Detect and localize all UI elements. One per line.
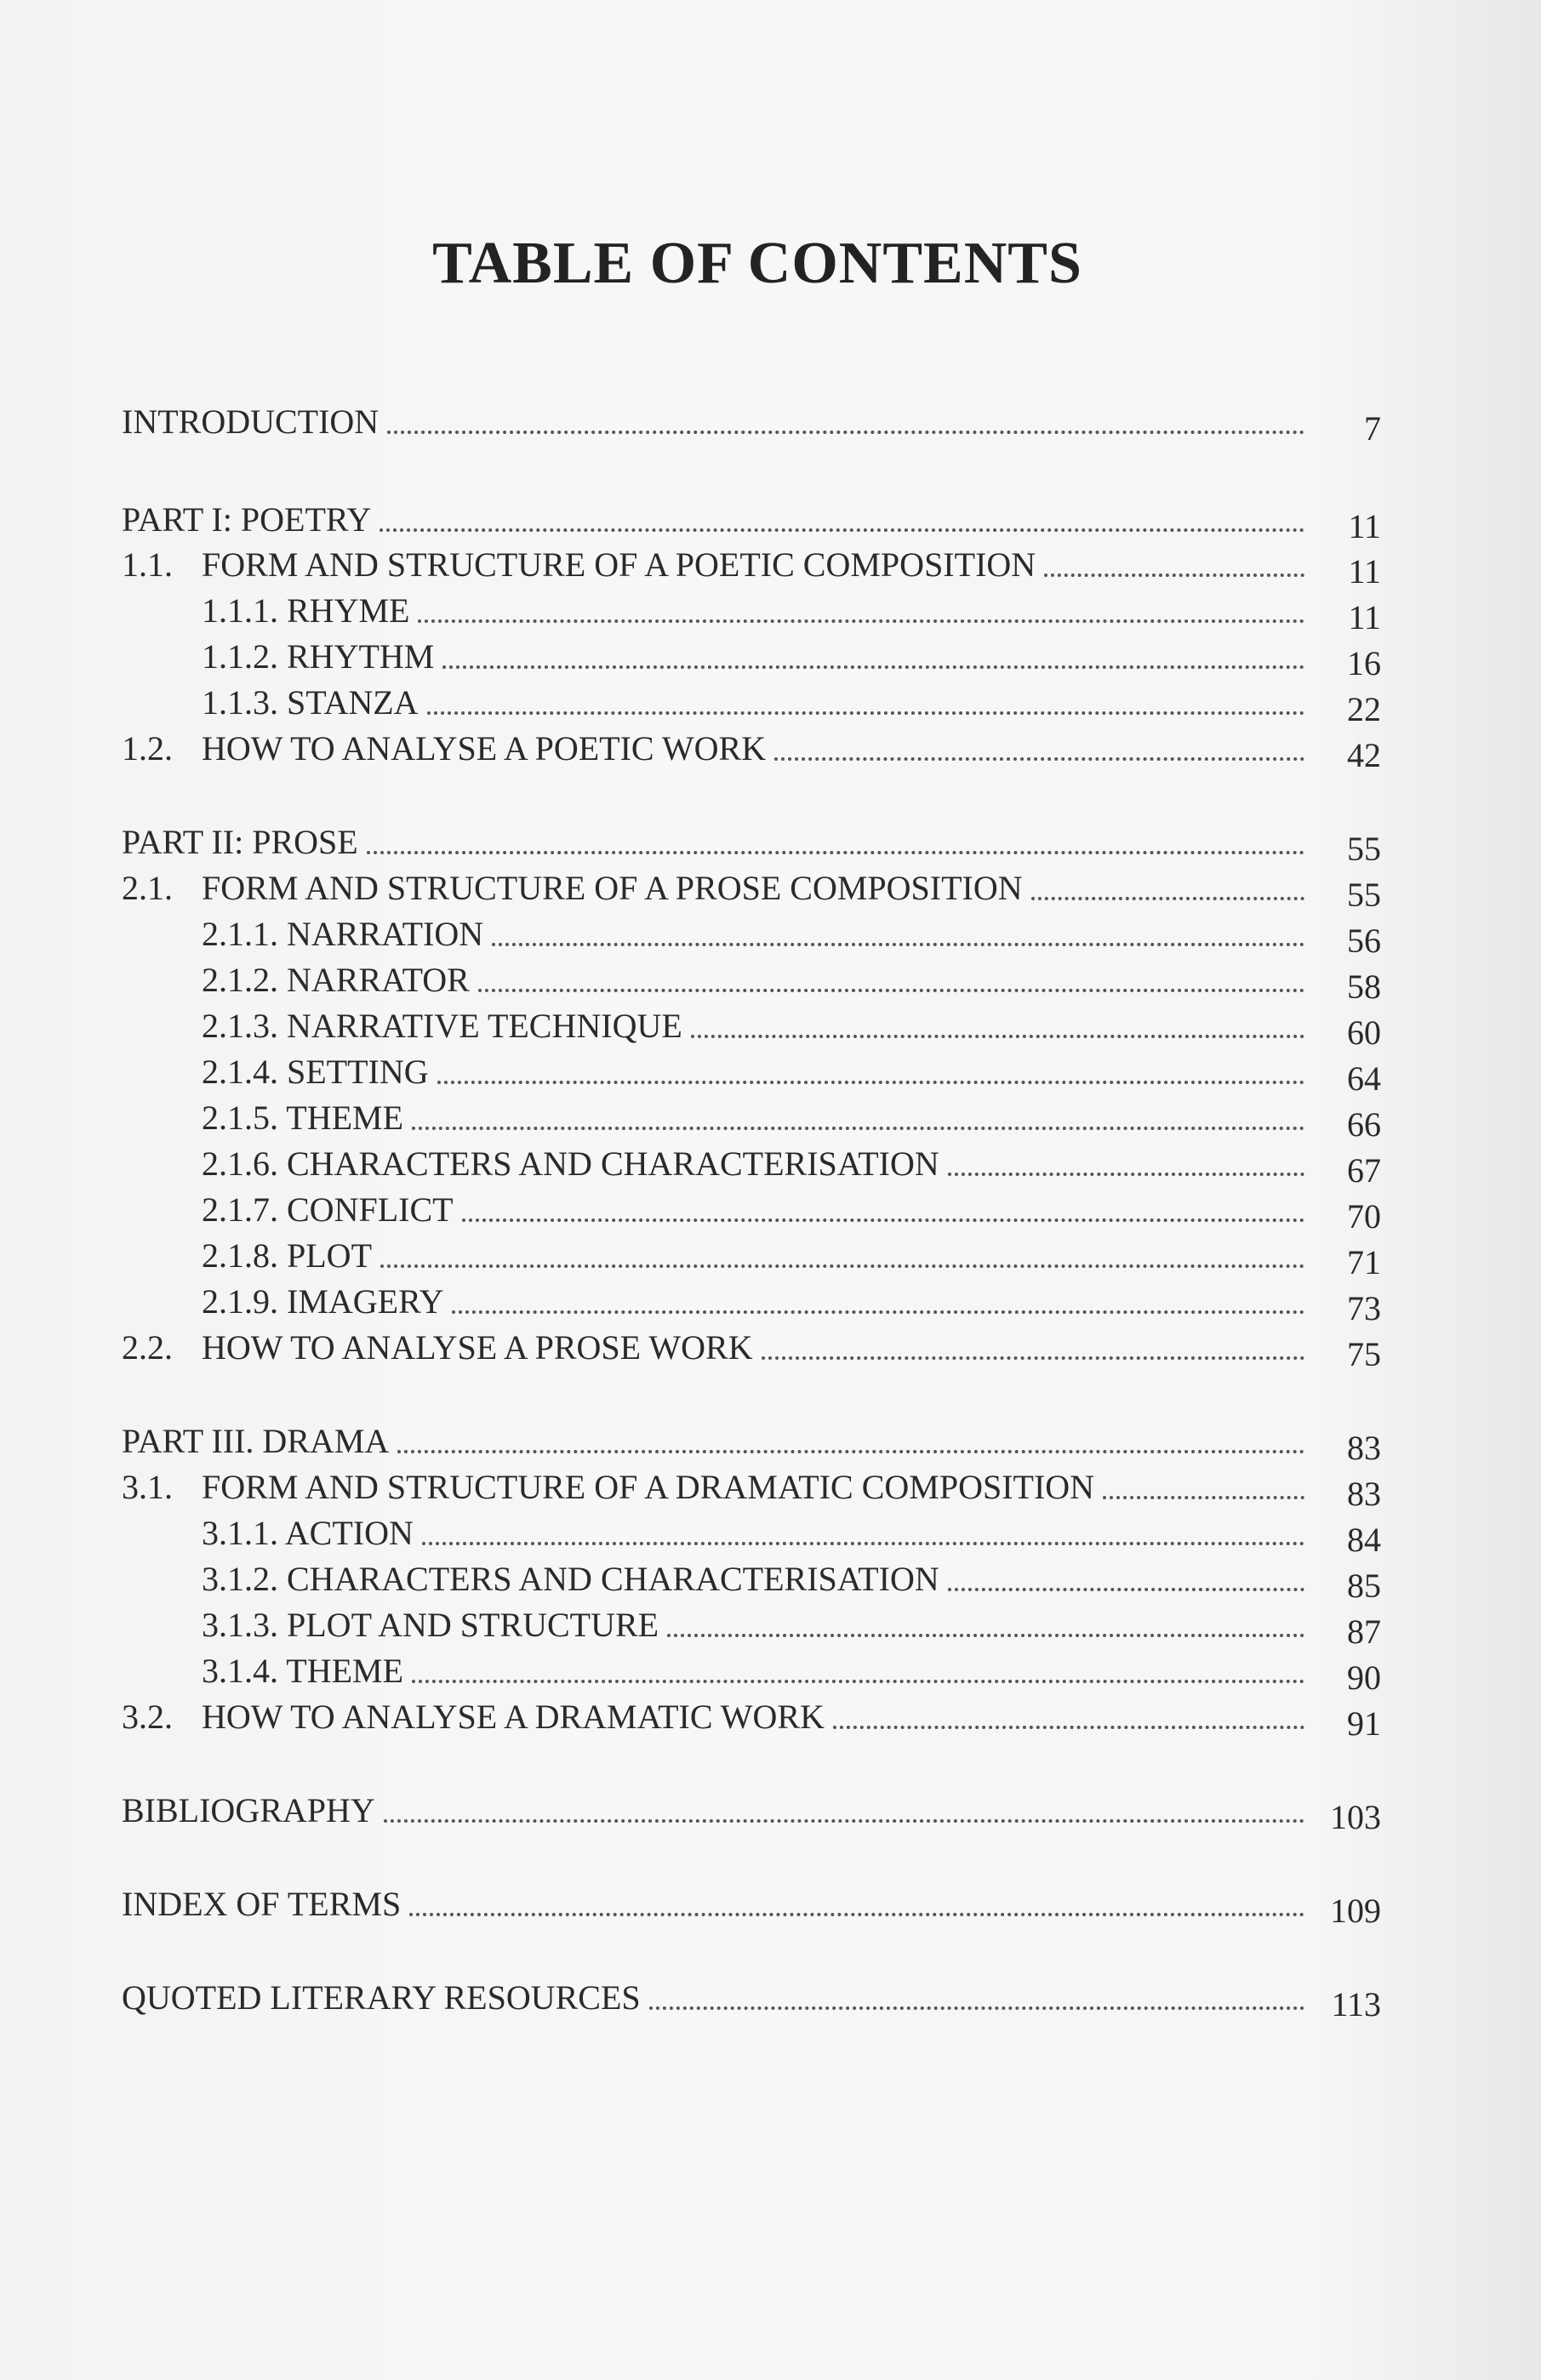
dot-leader (380, 1264, 1304, 1268)
toc-entry-label: 1.1.1. RHYME (202, 591, 410, 630)
toc-entry-page-number: 42 (1347, 736, 1381, 774)
toc-entry[interactable] (202, 1603, 1381, 1651)
dot-leader (833, 1726, 1304, 1729)
toc-entry-page-number: 73 (1347, 1289, 1381, 1327)
toc-entry-page-number: 60 (1347, 1013, 1381, 1052)
dot-leader (762, 1356, 1304, 1360)
toc-entry-number: 3.2. (122, 1698, 173, 1736)
toc-entry[interactable] (122, 1695, 1381, 1743)
toc-entry-label: BIBLIOGRAPHY (122, 1791, 375, 1829)
toc-entry-page-number: 11 (1348, 507, 1381, 545)
toc-entry[interactable] (202, 1234, 1381, 1281)
toc-entry[interactable] (122, 498, 1381, 545)
toc-entry-page-number: 58 (1347, 967, 1381, 1006)
dot-leader (667, 1634, 1304, 1637)
toc-entry[interactable] (202, 1280, 1381, 1327)
toc-entry-label: 2.1.2. NARRATOR (202, 961, 470, 999)
toc-entry-page-number: 55 (1347, 876, 1381, 914)
toc-entry[interactable] (122, 1465, 1381, 1513)
toc-entry-number: 1.1. (122, 545, 173, 584)
dot-leader (427, 711, 1304, 715)
toc-entry-label: 3.1.1. ACTION (202, 1514, 414, 1552)
toc-entry[interactable] (122, 866, 1381, 914)
dot-leader (452, 1310, 1304, 1314)
toc-entry[interactable] (202, 1557, 1381, 1605)
dot-leader (367, 851, 1304, 854)
toc-entry-number: 2.2. (122, 1328, 173, 1367)
toc-entry[interactable] (122, 543, 1381, 591)
toc-entry-label: QUOTED LITERARY RESOURCES (122, 1978, 641, 2017)
toc-entry-page-number: 109 (1330, 1892, 1381, 1930)
toc-entry-page-number: 113 (1331, 1985, 1381, 2023)
dot-leader (412, 1127, 1304, 1130)
toc-entry-label: 3.1.3. PLOT AND STRUCTURE (202, 1606, 659, 1644)
toc-entry-page-number: 84 (1347, 1521, 1381, 1559)
dot-leader (1044, 574, 1304, 577)
toc-entry-label: HOW TO ANALYSE A PROSE WORK (202, 1328, 753, 1367)
dot-leader (422, 1542, 1304, 1545)
toc-entry[interactable] (202, 1142, 1381, 1190)
toc-entry-label: HOW TO ANALYSE A POETIC WORK (202, 729, 767, 768)
toc-entry[interactable] (122, 400, 1381, 448)
dot-leader (649, 2006, 1304, 2010)
toc-entry[interactable] (122, 1976, 1381, 2023)
toc-entry-number: 3.1. (122, 1468, 173, 1506)
dot-leader (774, 757, 1304, 761)
toc-entry-label: 1.1.2. RHYTHM (202, 637, 435, 676)
dot-leader (387, 431, 1304, 434)
dot-leader (478, 989, 1304, 992)
toc-entry-page-number: 7 (1364, 409, 1381, 448)
dot-leader (948, 1173, 1304, 1176)
toc-entry-label: HOW TO ANALYSE A DRAMATIC WORK (202, 1698, 825, 1736)
toc-entry-page-number: 11 (1348, 552, 1381, 591)
dot-leader (1031, 897, 1304, 900)
toc-entry-page-number: 67 (1347, 1151, 1381, 1190)
toc-entry-label: 2.1.6. CHARACTERS AND CHARACTERISATION (202, 1144, 939, 1183)
toc-entry[interactable] (202, 1649, 1381, 1697)
toc-entry[interactable] (202, 958, 1381, 1006)
toc-entry-page-number: 83 (1347, 1475, 1381, 1513)
toc-entry-page-number: 71 (1347, 1243, 1381, 1281)
toc-entry[interactable] (202, 589, 1381, 636)
toc-entry[interactable] (202, 912, 1381, 960)
toc-entry[interactable] (122, 1789, 1381, 1836)
dot-leader (418, 619, 1304, 623)
toc-entry[interactable] (202, 1050, 1381, 1098)
dot-leader (437, 1081, 1304, 1084)
toc-entry-label: FORM AND STRUCTURE OF A POETIC COMPOSITION (202, 545, 1036, 584)
toc-entry-label: 2.1.7. CONFLICT (202, 1190, 454, 1229)
toc-entry-page-number: 87 (1347, 1612, 1381, 1651)
dot-leader (397, 1450, 1304, 1453)
dot-leader (462, 1219, 1304, 1222)
toc-entry-page-number: 66 (1347, 1105, 1381, 1144)
toc-entry-page-number: 55 (1347, 830, 1381, 868)
toc-entry-label: INTRODUCTION (122, 402, 380, 441)
dot-leader (380, 528, 1304, 532)
dot-leader (948, 1588, 1304, 1591)
toc-entry[interactable] (202, 1096, 1381, 1144)
toc-entry-label: 3.1.4. THEME (202, 1652, 404, 1690)
dot-leader (412, 1680, 1304, 1683)
dot-leader (384, 1819, 1304, 1823)
toc-entry-page-number: 64 (1347, 1059, 1381, 1098)
toc-entry-page-number: 83 (1347, 1429, 1381, 1467)
toc-entry-page-number: 11 (1348, 598, 1381, 636)
toc-entry[interactable] (202, 635, 1381, 682)
toc-entry-page-number: 103 (1330, 1798, 1381, 1836)
toc-entry[interactable] (122, 727, 1381, 774)
toc-entry-number: 2.1. (122, 869, 173, 907)
toc-entry-page-number: 91 (1347, 1704, 1381, 1743)
dot-leader (691, 1035, 1304, 1038)
toc-entry[interactable] (202, 1188, 1381, 1236)
dot-leader (409, 1913, 1304, 1916)
toc-entry[interactable] (122, 1419, 1381, 1467)
toc-entry-label: 2.1.8. PLOT (202, 1236, 372, 1275)
toc-entry[interactable] (202, 681, 1381, 728)
toc-entry-label: PART I: POETRY (122, 500, 372, 539)
toc-entry-label: FORM AND STRUCTURE OF A PROSE COMPOSITION (202, 869, 1023, 907)
toc-entry-page-number: 22 (1347, 690, 1381, 728)
toc-entry-page-number: 85 (1347, 1567, 1381, 1605)
toc-entry-number: 1.2. (122, 729, 173, 768)
toc-entry-label: 3.1.2. CHARACTERS AND CHARACTERISATION (202, 1560, 939, 1598)
toc-entry-label: FORM AND STRUCTURE OF A DRAMATIC COMPOSITION (202, 1468, 1095, 1506)
toc-entry-label: 2.1.3. NARRATIVE TECHNIQUE (202, 1007, 682, 1045)
page-title: TABLE OF CONTENTS (432, 231, 1082, 296)
toc-entry-page-number: 90 (1347, 1658, 1381, 1697)
toc-entry[interactable] (122, 1326, 1381, 1373)
toc-entry-page-number: 16 (1347, 644, 1381, 682)
toc-entry-page-number: 75 (1347, 1335, 1381, 1373)
toc-entry-label: 2.1.4. SETTING (202, 1053, 429, 1091)
toc-entry-page-number: 56 (1347, 922, 1381, 960)
toc-entry-label: 2.1.9. IMAGERY (202, 1282, 444, 1321)
toc-entry-label: 2.1.5. THEME (202, 1099, 404, 1137)
dot-leader (1103, 1496, 1304, 1499)
toc-entry-label: 1.1.3. STANZA (202, 683, 419, 722)
dot-leader (492, 943, 1304, 946)
toc-entry-label: PART III. DRAMA (122, 1422, 390, 1460)
toc-entry[interactable] (122, 820, 1381, 868)
toc-entry[interactable] (122, 1882, 1381, 1930)
toc-entry[interactable] (202, 1004, 1381, 1052)
toc-entry-label: INDEX OF TERMS (122, 1885, 402, 1923)
toc-entry-page-number: 70 (1347, 1197, 1381, 1236)
toc-entry-label: PART II: PROSE (122, 823, 358, 861)
toc-entry-label: 2.1.1. NARRATION (202, 915, 484, 953)
dot-leader (442, 665, 1304, 669)
toc-entry[interactable] (202, 1511, 1381, 1559)
